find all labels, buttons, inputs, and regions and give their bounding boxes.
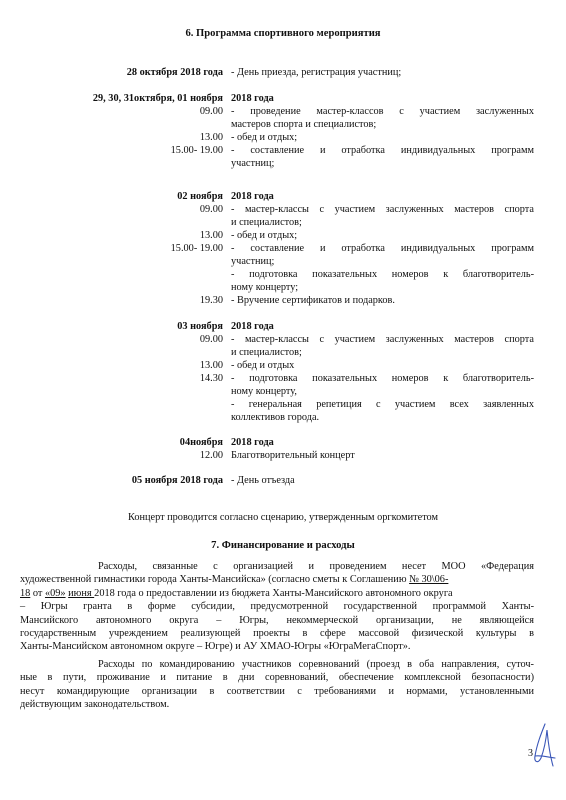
schedule-row [0,203,566,216]
schedule-time: 15.00- 19.00 [170,243,223,254]
section-7-title: 7. Финансирование и расходы [211,540,355,551]
schedule-row [0,118,566,131]
schedule-activity: участниц; [231,256,275,267]
paragraph-line: Расходы по командированию участников соревнований (проезд в оба направления, суточ- [98,659,534,670]
schedule-row [0,242,566,255]
agreement-number: № 30\06- [409,574,449,586]
schedule-row [0,255,566,268]
schedule-activity: ному концерту; [231,282,299,293]
schedule-row [0,229,566,242]
schedule-time: 03 ноября [177,321,223,332]
schedule-row [0,190,566,203]
schedule-row [0,372,566,385]
schedule-row [0,92,566,105]
schedule-activity: - обед и отдых; [231,230,298,241]
schedule-activity: 2018 года [231,321,274,332]
schedule-activity: Благотворительный концерт [231,450,355,461]
paragraph-line: ные в пути, проживание и питание в дни соревнований, обеспечение комплексной безопасности) [20,672,534,684]
paragraph-line: несут командирующие организации в соответствии с требованиями и нормами, установленными [20,685,534,697]
schedule-time: 12.00 [199,450,223,461]
schedule-row [0,281,566,294]
schedule-row [0,411,566,424]
schedule-activity: - проведение мастер-классов с участием заслуженных [231,106,534,117]
line-text: 2018 года о предоставлении из бюджета Ханты-Мансийского автономного округа [94,587,453,599]
page-number: 3 [528,748,533,759]
schedule-row [0,346,566,359]
schedule-activity: - День приезда, регистрация участниц; [231,67,402,78]
schedule-row [0,385,566,398]
schedule-activity: - подготовка показательных номеров к благотворитель- [231,373,534,384]
schedule-time: 09.00 [199,204,223,215]
schedule-activity: - генеральная репетиция с участием всех заявленных [231,399,534,410]
schedule-time: 04ноября [179,437,223,448]
schedule-activity: - мастер-классы с участием заслуженных мастеров спорта [231,204,534,215]
schedule-activity: - обед и отдых [231,360,295,371]
schedule-time: 28 октября 2018 года [126,67,223,78]
schedule-time: 14.30 [199,373,223,384]
schedule-activity: - составление и отработка индивидуальных программ [231,145,534,156]
schedule-row [0,333,566,346]
schedule-row [0,268,566,281]
schedule-time: 02 ноября [177,191,223,202]
schedule-row [0,449,566,462]
schedule-activity: и специалистов; [231,217,302,228]
line-text: художественной гимнастики города Ханты-Мансийска» (согласно сметы к Соглашению [20,574,410,586]
schedule-time: 19.30 [199,295,223,306]
schedule-time: 29, 30, 31октября, 01 ноября [92,93,223,104]
schedule-row [0,294,566,307]
schedule-time: 09.00 [199,106,223,117]
paragraph-line: – Югры гранта в форме субсидии, предусмотренной государственной программой Ханты- [20,601,534,613]
financing-paragraph-2 [20,658,534,712]
agreement-day: «09» [44,587,66,599]
schedule-row [0,474,566,487]
paragraph-line: государственным учреждением реализующей проекты в сфере массовой физической культуры в [20,627,534,639]
handwritten-signature [529,722,559,772]
paragraph-line: Ханты-Мансийском автономном округе – Югре) и АУ ХМАО-Югры «ЮграМегаСпорт». [20,641,411,653]
paragraph-line [20,573,534,586]
schedule-row [0,398,566,411]
schedule-row [0,105,566,118]
schedule-activity: участниц; [231,158,275,169]
schedule-row [0,320,566,333]
schedule-time: 13.00 [199,360,223,371]
agreement-number-cont: 18 [20,587,31,599]
schedule-row [0,359,566,372]
schedule-activity: мастеров спорта и специалистов; [231,119,377,130]
section-6-title: 6. Программа спортивного мероприятия [185,28,381,39]
schedule-activity: - Вручение сертификатов и подарков. [231,295,395,306]
concert-note: Концерт проводится согласно сценарию, утвержденным оргкомитетом [127,512,439,523]
schedule-activity: 2018 года [231,437,274,448]
schedule-activity: - обед и отдых; [231,132,298,143]
schedule-row [0,216,566,229]
schedule-activity: 2018 года [231,93,274,104]
schedule-activity: - подготовка показательных номеров к благотворитель- [231,269,534,280]
paragraph-line: Мансийского автономного округа – Югры, некоммерческой организации, не являющейся [20,614,534,626]
schedule-activity: - День отъезда [231,475,295,486]
schedule-activity: 2018 года [231,191,274,202]
line-text: от [30,587,45,599]
schedule-activity: - составление и отработка индивидуальных программ [231,243,534,254]
schedule-activity: и специалистов; [231,347,302,358]
schedule-row [0,157,566,170]
schedule-time: 15.00- 19.00 [170,145,223,156]
schedule-activity: ному концерту, [231,386,297,397]
schedule-time: 13.00 [199,230,223,241]
schedule-row [0,131,566,144]
paragraph-line: Расходы, связанные с организацией и проведением несет МОО «Федерация [98,561,534,572]
schedule-row [0,66,566,79]
schedule-time: 13.00 [199,132,223,143]
schedule-activity: коллективов города. [231,412,320,423]
schedule-time: 09.00 [199,334,223,345]
schedule-activity: - мастер-классы с участием заслуженных мастеров спорта [231,334,534,345]
paragraph-line: действующим законодательством. [20,699,170,711]
agreement-month: июня [68,587,95,599]
financing-paragraph-1 [20,560,534,654]
paragraph-line [20,587,534,600]
schedule-time: 05 ноября 2018 года [131,475,223,486]
schedule-row [0,436,566,449]
schedule-row [0,144,566,157]
